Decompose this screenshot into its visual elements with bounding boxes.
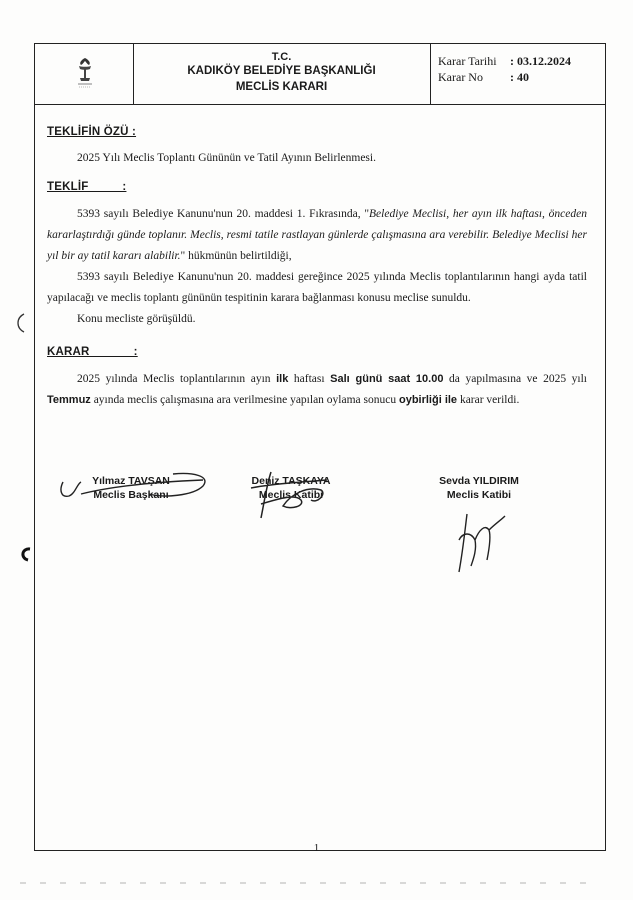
signature-name: Deniz TAŞKAYA: [251, 475, 331, 487]
signature-name: Sevda YILDIRIM: [439, 475, 519, 487]
logo-cell: [35, 44, 134, 104]
signature-title: Meclis Katibi: [258, 489, 324, 501]
karar-bold-month: Temmuz: [47, 394, 91, 406]
signature-name: Yılmaz TAVŞAN: [92, 475, 170, 487]
decision-number-value: : 40: [510, 70, 529, 84]
municipality-emblem-icon: [75, 56, 95, 90]
teklif-paragraph-1: [47, 204, 587, 267]
title-cell: [133, 44, 431, 104]
municipality-name: KADIKÖY BELEDİYE BAŞKANLIĞI: [187, 65, 376, 77]
scan-noise-line: [0, 880, 633, 886]
karar-part-f: karar verildi.: [457, 394, 520, 406]
karar-bold-unanimous: oybirliği ile: [398, 394, 458, 406]
teklif-p1-intro: 5393 sayılı Belediye Kanunu'nun 20. maddesi 1. Fıkrasında, ": [77, 208, 370, 220]
signature-title: Meclis Başkanı: [93, 489, 169, 501]
teklif-heading: TEKLİF :: [47, 181, 127, 193]
decision-number-row: [438, 70, 529, 85]
scan-mark-left-bracket: [14, 312, 28, 334]
teklif-paragraph-3: Konu mecliste görüşüldü.: [77, 313, 196, 325]
tc-label: T.C.: [271, 51, 292, 63]
page-number: 1: [313, 842, 320, 854]
handwritten-signature-president: [53, 468, 213, 510]
decision-date-label: Karar Tarihi: [438, 54, 497, 68]
teklif-paragraph-2: 5393 sayılı Belediye Kanunu'nun 20. maddesi gereğince 2025 yılında Meclis toplantılarının hangi ayda tatil yapılacağı ve meclis toplantı gününün tespitinin karara bağlanması konusu meclise sunuldu.: [47, 271, 587, 304]
karar-heading: KARAR :: [47, 346, 138, 358]
signature-title: Meclis Katibi: [446, 489, 512, 501]
decision-date-value: : 03.12.2024: [510, 54, 571, 68]
document-type: MECLİS KARARI: [235, 81, 328, 93]
decision-header: [35, 44, 605, 105]
ozu-text: 2025 Yılı Meclis Toplantı Gününün ve Tatil Ayının Belirlenmesi.: [77, 152, 376, 164]
handwritten-signature-clerk-1: [231, 464, 351, 524]
scan-mark-hole: [18, 546, 34, 562]
document-frame: [34, 43, 606, 851]
karar-part-e: ayında meclis çalışmasına ara verilmesine yapılan oylama sonucu: [90, 394, 399, 406]
teklif-p1-end: " hükmünün belirtildiği,: [180, 250, 292, 262]
handwritten-signature-clerk-2: [449, 510, 519, 576]
karar-part-c: haftası: [288, 373, 331, 385]
teklif-p1-quote: Belediye Meclisi, her ayın ilk haftası, önceden kararlaştırdığı günde toplanır. Meclis, resmi tatile rastlayan günlerde çalışmasına ara verebilir. Belediye Meclisi her yıl bir ay tatil kararı alabilir.: [47, 208, 587, 262]
ozu-heading: TEKLİFİN ÖZÜ :: [47, 126, 137, 138]
karar-bold-day-time: Salı günü saat 10.00: [330, 373, 444, 385]
karar-paragraph: [47, 369, 587, 411]
karar-part-a: 2025 yılında Meclis toplantılarının ayın: [77, 373, 277, 385]
decision-date-row: [438, 54, 571, 69]
signature-block-clerk-2: [419, 474, 539, 502]
karar-part-d: da yapılmasına ve 2025 yılı: [443, 373, 587, 385]
meta-cell: [430, 44, 605, 104]
karar-bold-ilk: ilk: [276, 373, 289, 385]
decision-number-label: Karar No: [438, 70, 483, 84]
